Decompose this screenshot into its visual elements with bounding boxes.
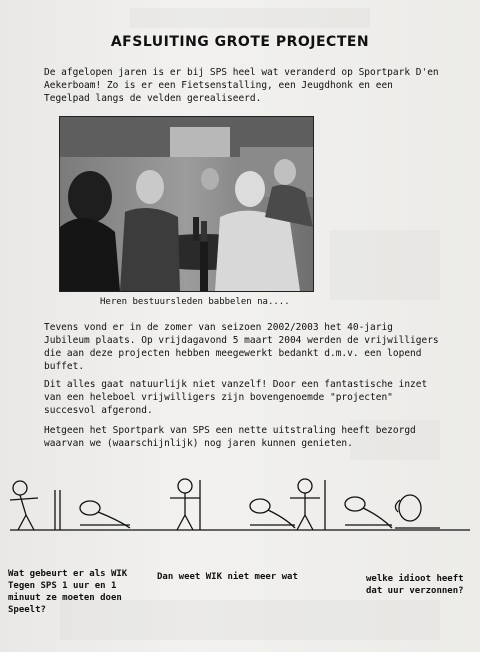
cartoon-bubble-question: Wat gebeurt er als WIK Tegen SPS 1 uur en 1 minuut ze moeten doen Speelt? — [8, 569, 128, 615]
paragraph-uitstraling: Hetgeen het Sportpark van SPS een nette uitstraling heeft bezorgd waarvan we (waarschijnlijk) nog jaren kunnen genieten. — [44, 425, 416, 449]
photo-caption: Heren bestuursleden babbelen na.... — [100, 297, 290, 307]
cartoon-bubble-idiot: welke idioot heeft dat uur verzonnen? — [366, 574, 464, 596]
paragraph-jubileum: Tevens vond er in de zomer van seizoen 2002/2003 het 40-jarig Jubileum plaats. Op vrijdagavond 5 maart 2004 werden de vrijwilligers die aan deze projecten hebben meegewerkt bedankt d.m.v. een lopend buffet. — [44, 322, 439, 372]
photo-image — [60, 117, 313, 291]
cartoon-strip — [0, 470, 480, 560]
cartoon-bubble-answer: Dan weet WIK niet meer wat — [157, 572, 298, 582]
photo-board-members — [59, 116, 314, 292]
show-through-bleed — [130, 8, 370, 28]
intro-paragraph: De afgelopen jaren is er bij SPS heel wat veranderd op Sportpark D'en Aekerboam! Zo is er een Fietsenstalling, een Jeugdhonk en een Tegelpad langs de velden gerealiseerd. — [44, 67, 439, 104]
show-through-bleed — [330, 230, 440, 300]
paragraph-vrijwilligers: Dit alles gaat natuurlijk niet vanzelf! Door een fantastische inzet van een heleboel vrijwilligers zijn bovengenoemde "projecten" succesvol afgerond. — [44, 379, 428, 416]
page-title: AFSLUITING GROTE PROJECTEN — [110, 34, 370, 50]
